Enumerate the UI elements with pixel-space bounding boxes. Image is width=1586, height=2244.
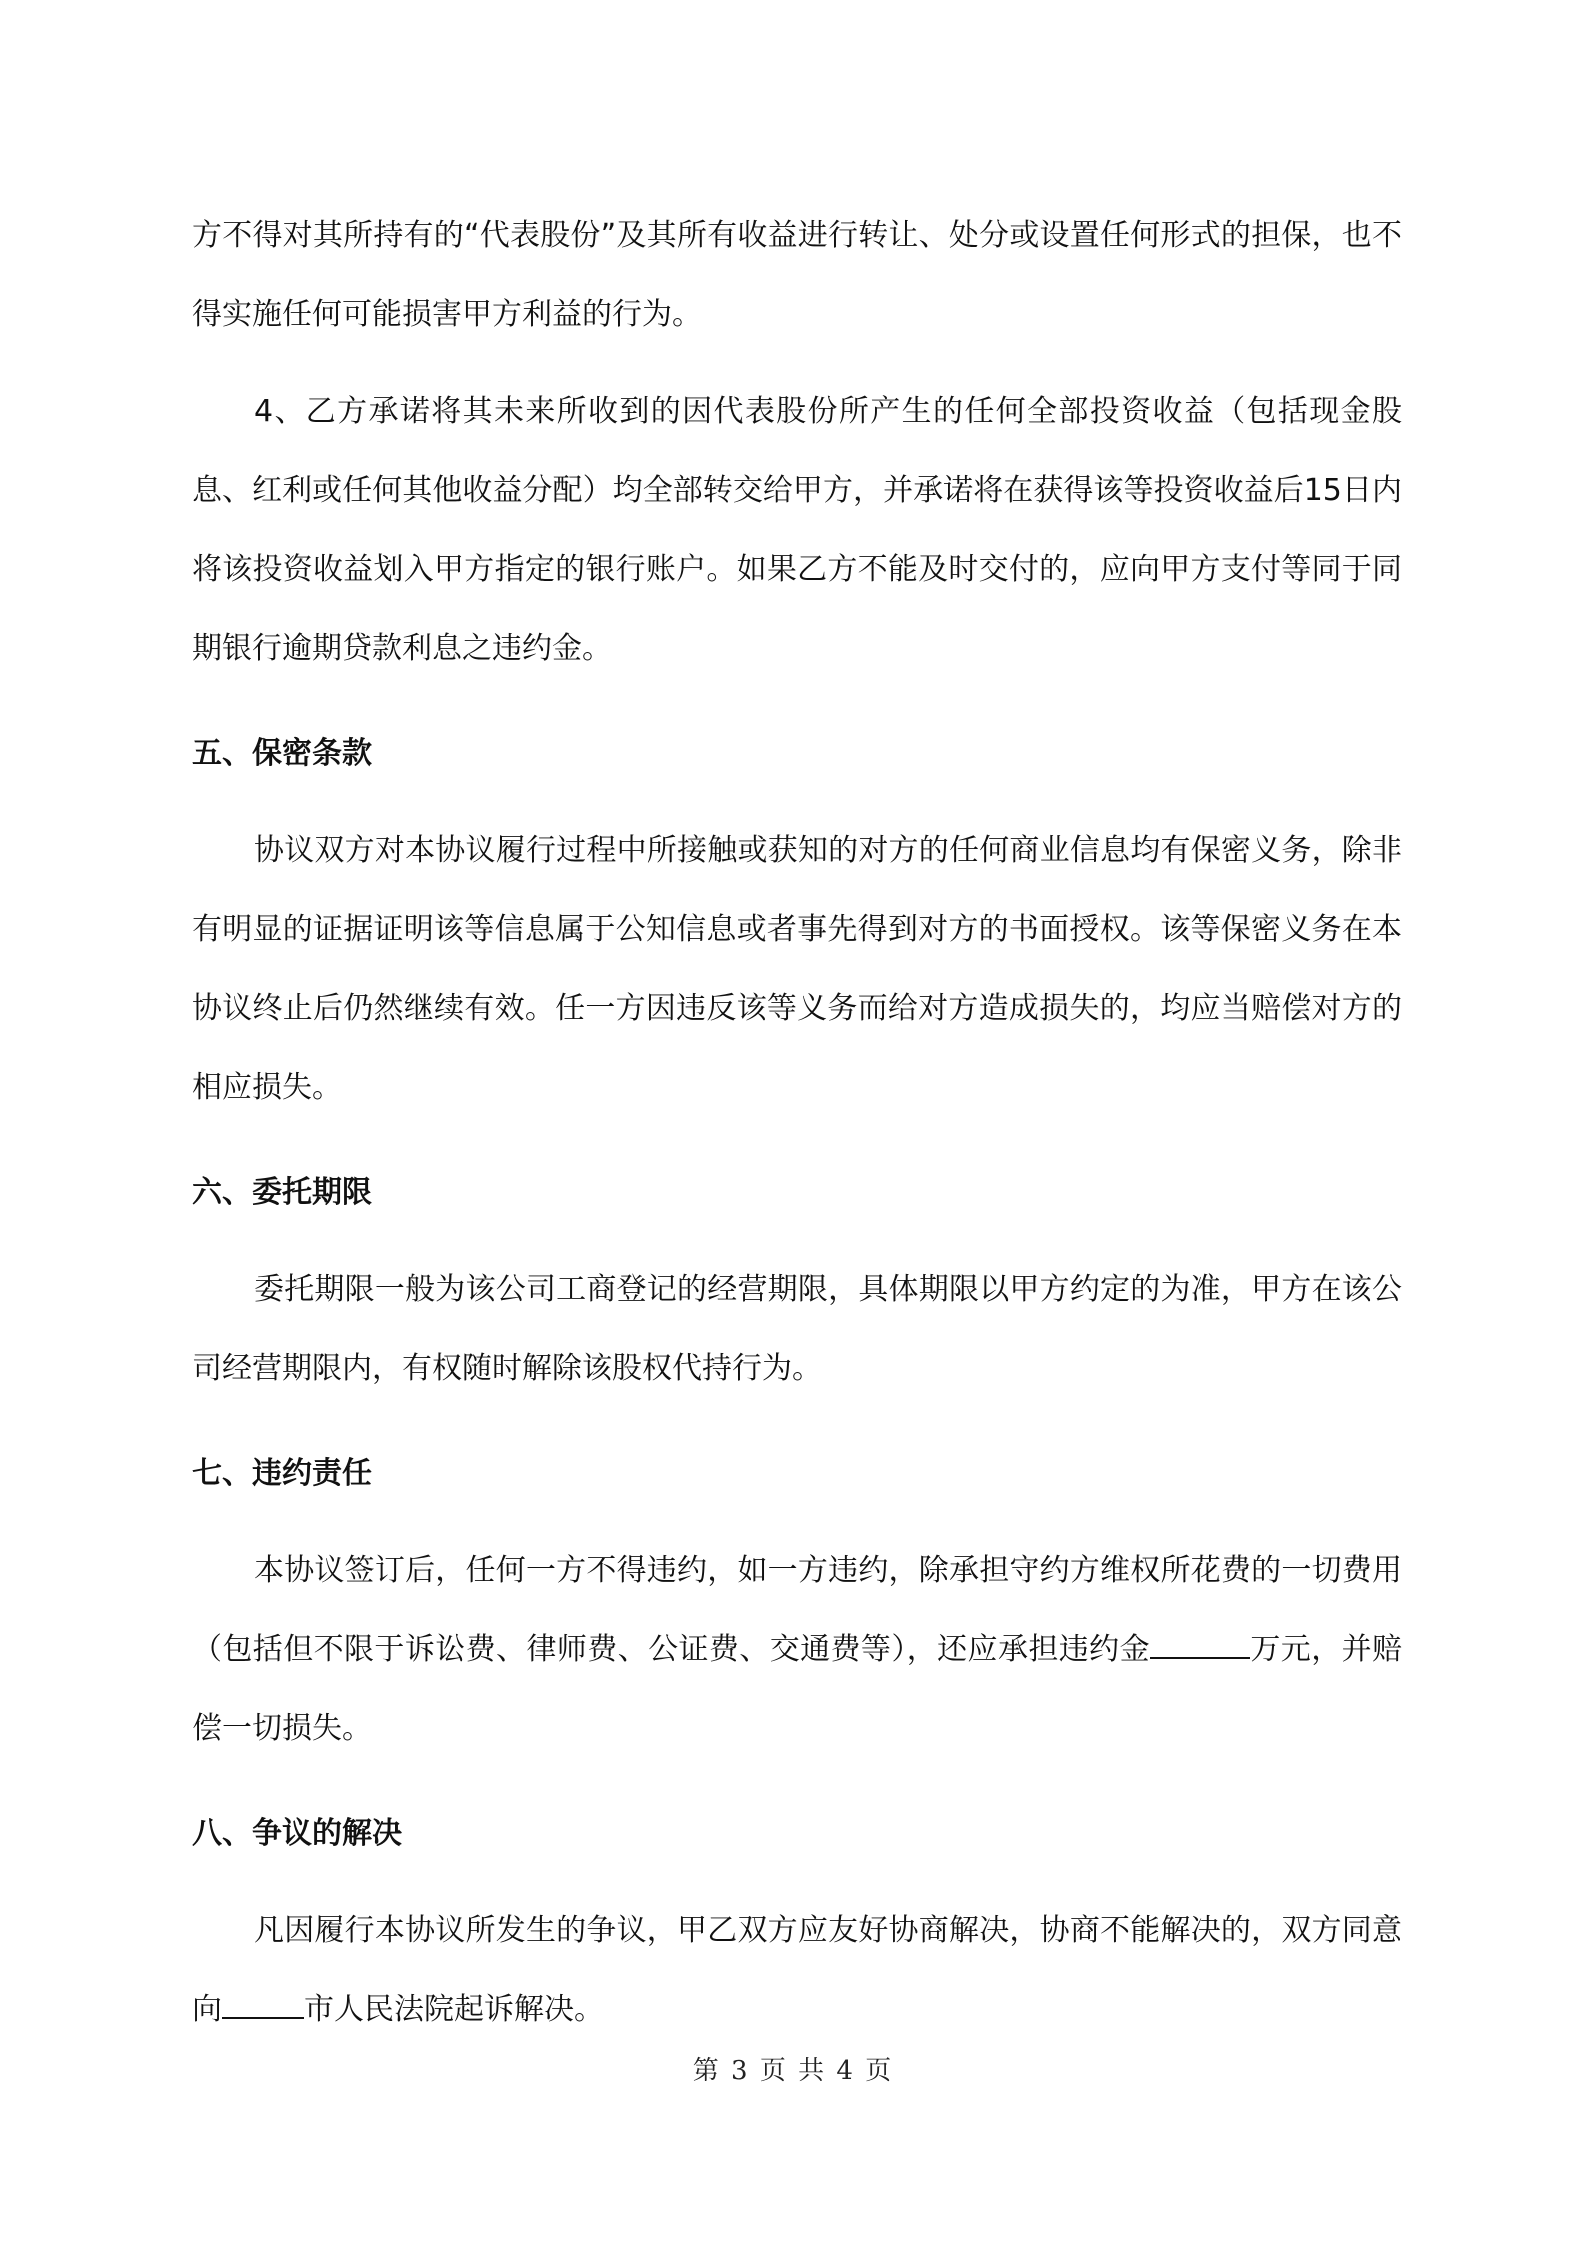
section-heading: 八、争议的解决 (192, 1816, 402, 1851)
paragraph-text: 市人民法院起诉解决。 (304, 1992, 604, 2027)
paragraph (192, 1531, 1402, 1768)
paragraph (192, 1891, 1402, 2049)
paragraph-text: 万元，并赔偿一切损失。 (192, 1632, 1403, 1746)
paragraph: 委托期限一般为该公司工商登记的经营期限，具体期限以甲方约定的为准，甲方在该公司经营期限内，有权随时解除该股权代持行为。 (192, 1272, 1402, 1386)
fill-in-blank (222, 1993, 304, 2019)
paragraph: 方不得对其所持有的“代表股份”及其所有收益进行转让、处分或设置任何形式的担保，也不得实施任何可能损害甲方利益的行为。 (192, 218, 1402, 332)
paragraph-text: 凡因履行本协议所发生的争议，甲乙双方应友好协商解决，协商不能解决的，双方同意向 (192, 1913, 1402, 2027)
paragraph: 4、乙方承诺将其未来所收到的因代表股份所产生的任何全部投资收益（包括现金股息、红利或任何其他收益分配）均全部转交给甲方，并承诺将在获得该等投资收益后15日内将该投资收益划入甲方指定的银行账户。如果乙方不能及时交付的，应向甲方支付等同于同期银行逾期贷款利息之违约金。 (192, 394, 1402, 666)
fill-in-blank (1150, 1633, 1250, 1659)
section-heading: 五、保密条款 (192, 736, 372, 771)
paragraph: 协议双方对本协议履行过程中所接触或获知的对方的任何商业信息均有保密义务，除非有明显的证据证明该等信息属于公知信息或者事先得到对方的书面授权。该等保密义务在本协议终止后仍然继续有效。任一方因违反该等义务而给对方造成损失的，均应当赔偿对方的相应损失。 (192, 833, 1402, 1105)
section-heading: 七、违约责任 (192, 1456, 372, 1491)
section-heading: 六、委托期限 (192, 1175, 372, 1210)
paragraph-text: 本协议签订后，任何一方不得违约，如一方违约，除承担守约方维权所花费的一切费用（包括但不限于诉讼费、律师费、公证费、交通费等），还应承担违约金 (192, 1553, 1402, 1667)
page-footer: 第 3 页 共 4 页 (692, 2056, 894, 2086)
document-body (192, 196, 1402, 2067)
